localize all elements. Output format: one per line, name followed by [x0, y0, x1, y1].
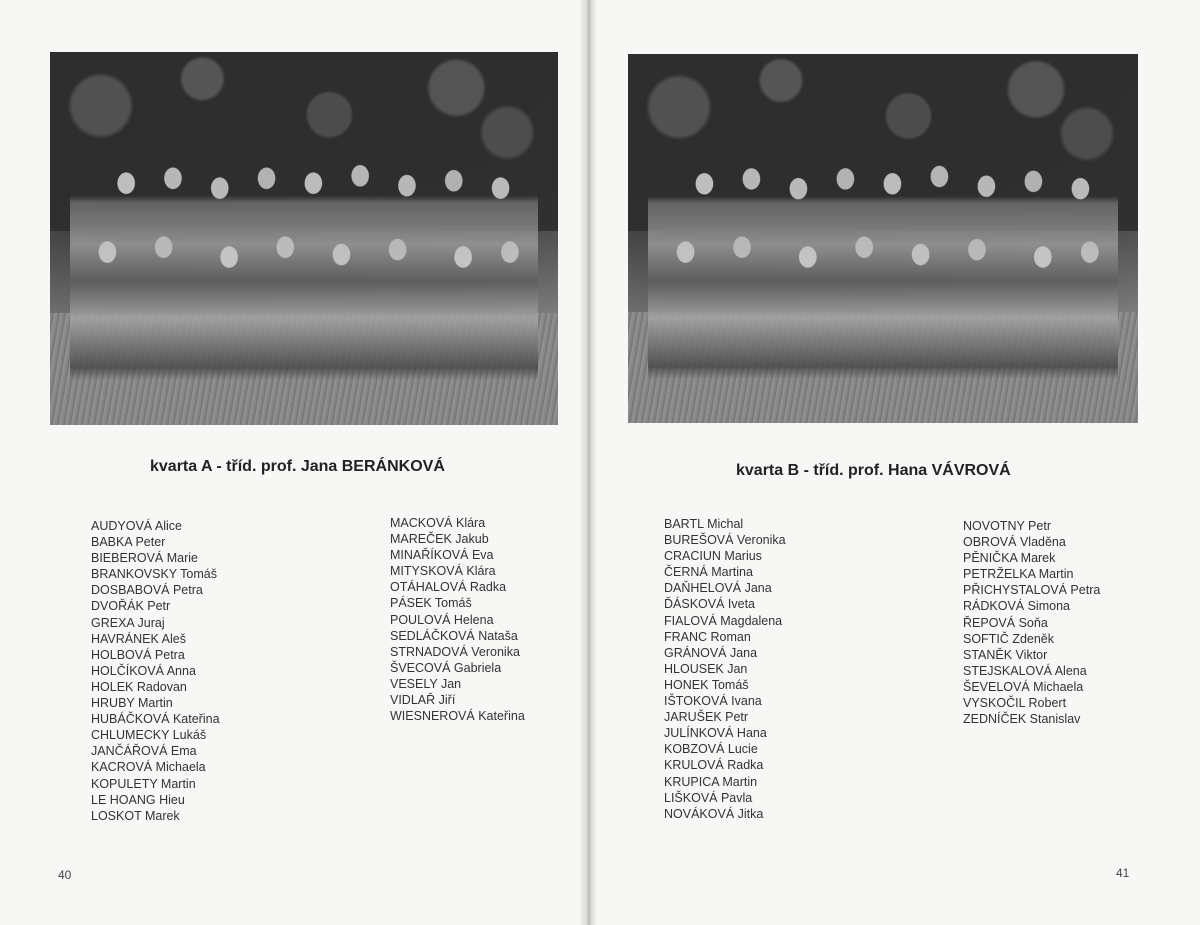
student-name: PĚNIČKA Marek [963, 551, 1056, 566]
student-name: LIŠKOVÁ Pavla [664, 790, 753, 805]
student-name: ČERNÁ Martina [664, 565, 753, 580]
student-name: JANČÁŘOVÁ Ema [91, 744, 197, 759]
student-name: KOPULETY Martin [91, 776, 196, 791]
student-name: PÁSEK Tomáš [390, 596, 472, 611]
student-name: RÁDKOVÁ Simona [963, 599, 1070, 614]
student-list-b-col2 [963, 518, 1100, 727]
student-name: GRÁNOVÁ Jana [664, 645, 758, 660]
student-name: VIDLAŘ Jiří [390, 693, 456, 708]
student-name: BRANKOVSKY Tomáš [91, 567, 217, 582]
student-name: PŘICHYSTALOVÁ Petra [963, 583, 1101, 598]
student-name: ŠEVELOVÁ Michaela [963, 679, 1084, 694]
student-name: FRANC Roman [664, 629, 751, 644]
student-name: ŘEPOVÁ Soňa [963, 615, 1048, 630]
student-name: VESELY Jan [390, 676, 462, 691]
student-name: CRACIUN Marius [664, 549, 762, 564]
student-name: MITYSKOVÁ Klára [390, 564, 496, 579]
student-name: ĎÁSKOVÁ Iveta [664, 597, 756, 612]
student-name: NOVÁKOVÁ Jitka [664, 806, 764, 821]
student-name: POULOVÁ Helena [390, 612, 494, 627]
student-name: IŠTOKOVÁ Ivana [664, 694, 762, 709]
student-name: HOLEK Radovan [91, 679, 187, 694]
student-name: HAVRÁNEK Aleš [91, 631, 186, 646]
student-name: HONEK Tomáš [664, 677, 749, 692]
student-name: ŠVECOVÁ Gabriela [390, 660, 502, 675]
student-name: FIALOVÁ Magdalena [664, 613, 783, 628]
student-list-a-col1 [91, 518, 220, 824]
student-name: LOSKOT Marek [91, 808, 180, 823]
student-name: GREXA Juraj [91, 615, 165, 630]
student-name: LE HOANG Hieu [91, 792, 185, 807]
student-name: AUDYOVÁ Alice [91, 519, 183, 533]
student-name: SOFTIČ Zdeněk [963, 631, 1054, 646]
student-name: BABKA Peter [91, 535, 166, 550]
class-caption-kvarta-b: kvarta B - tříd. prof. Hana VÁVROVÁ [736, 462, 1011, 479]
student-name: HOLBOVÁ Petra [91, 647, 185, 662]
student-name: BARTL Michal [664, 517, 744, 531]
class-photo-kvarta-a [50, 52, 558, 425]
student-name: NOVOTNY Petr [963, 519, 1051, 533]
student-name: STEJSKALOVÁ Alena [963, 663, 1087, 678]
page-number-right: 41 [1116, 866, 1130, 880]
class-photo-kvarta-b [628, 54, 1138, 423]
student-name: BUREŠOVÁ Veronika [664, 533, 786, 548]
student-name: STRNADOVÁ Veronika [390, 644, 520, 659]
student-name: BIEBEROVÁ Marie [91, 551, 198, 566]
student-name: MAREČEK Jakub [390, 532, 489, 547]
student-name: STANĚK Viktor [963, 647, 1048, 662]
photo-students [70, 134, 537, 380]
student-list-a-col2 [390, 515, 525, 724]
student-name: JARUŠEK Petr [664, 710, 749, 725]
page-number-left: 40 [58, 868, 72, 882]
student-name: HRUBY Martin [91, 696, 173, 711]
student-name: DAŇHELOVÁ Jana [664, 581, 772, 596]
student-name: MINAŘÍKOVÁ Eva [390, 548, 494, 563]
photo-students [648, 135, 1117, 379]
student-name: HLOUSEK Jan [664, 661, 748, 676]
student-name: KOBZOVÁ Lucie [664, 742, 758, 757]
student-name: KRUPICA Martin [664, 774, 758, 789]
student-name: JULÍNKOVÁ Hana [664, 726, 767, 741]
student-name: KACROVÁ Michaela [91, 760, 206, 775]
student-list-b-col1 [664, 516, 786, 822]
student-name: ZEDNÍČEK Stanislav [963, 712, 1081, 727]
student-name: OTÁHALOVÁ Radka [390, 580, 507, 595]
student-name: MACKOVÁ Klára [390, 516, 486, 530]
student-name: VYSKOČIL Robert [963, 696, 1067, 711]
student-name: DVOŘÁK Petr [91, 599, 171, 614]
student-name: HOLČÍKOVÁ Anna [91, 663, 196, 678]
student-name: HUBÁČKOVÁ Kateřina [91, 712, 220, 727]
student-name: CHLUMECKY Lukáš [91, 728, 207, 743]
student-name: WIESNEROVÁ Kateřina [390, 709, 525, 724]
book-gutter [580, 0, 596, 925]
class-caption-kvarta-a: kvarta A - tříd. prof. Jana BERÁNKOVÁ [150, 458, 445, 475]
student-name: OBROVÁ Vladěna [963, 535, 1066, 550]
student-name: DOSBABOVÁ Petra [91, 583, 203, 598]
student-name: KRULOVÁ Radka [664, 758, 764, 773]
student-name: SEDLÁČKOVÁ Nataša [390, 628, 518, 643]
student-name: PETRŽELKA Martin [963, 567, 1074, 582]
